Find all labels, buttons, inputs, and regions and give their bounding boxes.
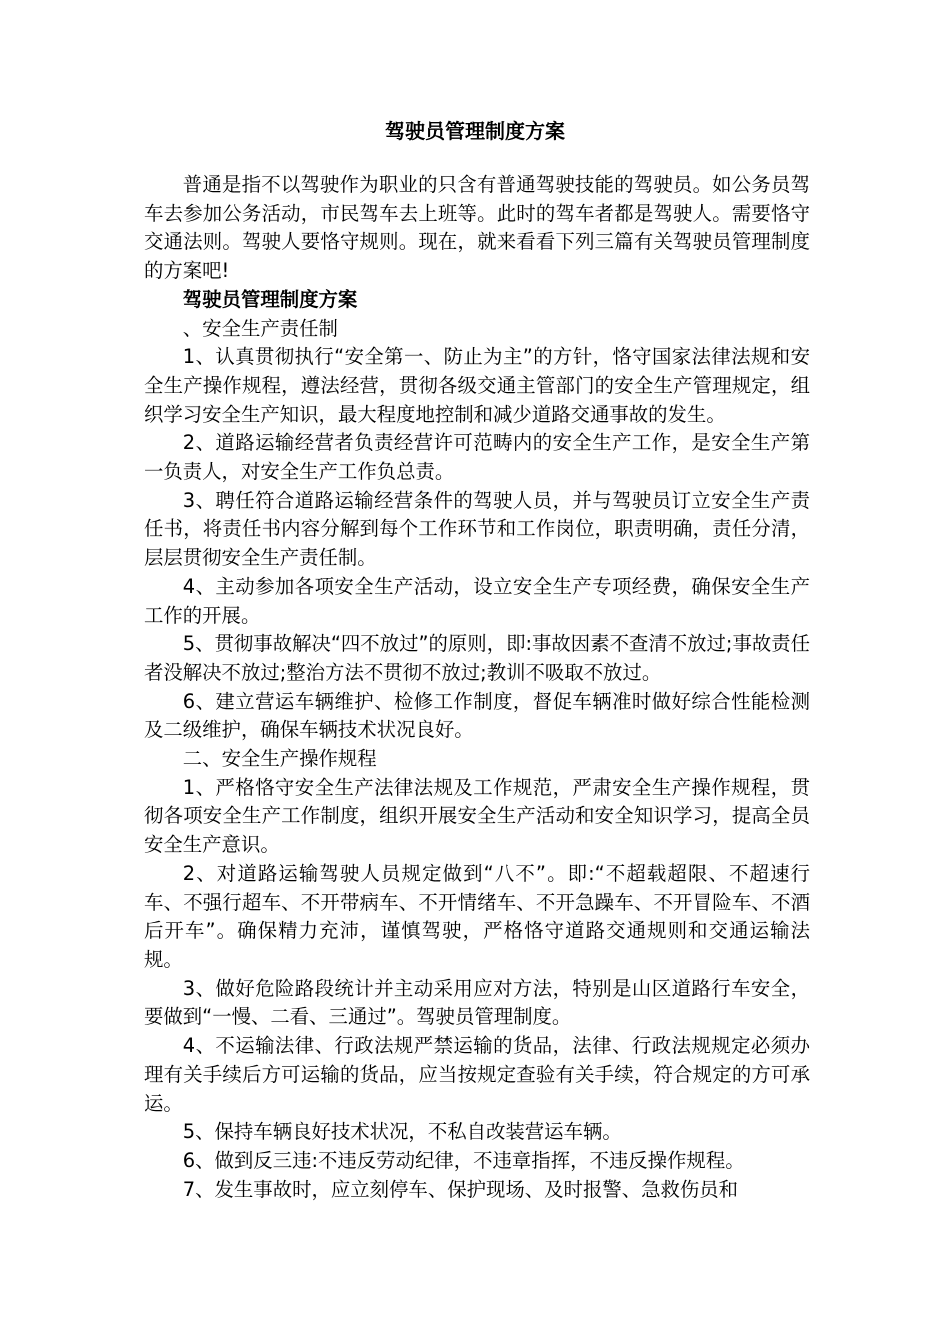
body-paragraph: 5、贯彻事故解决“四不放过”的原则，即:事故因素不查清不放过;事故责任者没解决不放过;整治方法不贯彻不放过;教训不吸取不放过。 (144, 632, 811, 684)
document-body (144, 171, 810, 1204)
body-paragraph: 2、对道路运输驾驶人员规定做到“八不”。即:“不超载超限、不超速行车、不强行超车、不开带病车、不开情绪车、不开急躁车、不开冒险车、不酒后开车”。确保精力充沛，谨慎驾驶，严格恪守道路交通规则和交通运输法规。 (144, 861, 810, 971)
body-paragraph: 6、做到反三违:不违反劳动纪律，不违章指挥，不违反操作规程。 (182, 1148, 745, 1172)
body-paragraph: 4、主动参加各项安全生产活动，设立安全生产专项经费，确保安全生产工作的开展。 (144, 574, 810, 627)
section-heading: 驾驶员管理制度方案 (182, 287, 358, 311)
document-title: 驾驶员管理制度方案 (385, 119, 565, 143)
body-paragraph: 1、认真贯彻执行“安全第一、防止为主”的方针，恪守国家法律法规和安全生产操作规程，遵法经营，贯彻各级交通主管部门的安全生产管理规定，组织学习安全生产知识，最大程度地控制和减少道路交通事故的发生。 (144, 345, 810, 426)
body-paragraph: 3、做好危险路段统计并主动采用应对方法，特别是山区道路行车安全，要做到“一慢、二看、三通过”。驾驶员管理制度。 (144, 976, 810, 1029)
body-paragraph: 、安全生产责任制 (182, 316, 338, 340)
body-paragraph: 6、建立营运车辆维护、检修工作制度，督促车辆准时做好综合性能检测及二级维护，确保车辆技术状况良好。 (144, 689, 810, 742)
body-paragraph: 二、安全生产操作规程 (182, 747, 377, 771)
body-paragraph: 5、保持车辆良好技术状况，不私自改装营运车辆。 (182, 1120, 622, 1144)
body-paragraph: 普通是指不以驾驶作为职业的只含有普通驾驶技能的驾驶员。如公务员驾车去参加公务活动，市民驾车去上班等。此时的驾车者都是驾驶人。需要恪守交通法则。驾驶人要恪守规则。现在，就来看看下列三篇有关驾驶员管理制度的方案吧! (144, 173, 810, 283)
body-paragraph: 1、严格恪守安全生产法律法规及工作规范，严肃安全生产操作规程，贯彻各项安全生产工作制度，组织开展安全生产活动和安全知识学习，提高全员安全生产意识。 (144, 775, 810, 857)
body-paragraph: 2、道路运输经营者负责经营许可范畴内的安全生产工作，是安全生产第一负责人，对安全生产工作负总责。 (144, 431, 810, 484)
body-paragraph: 4、不运输法律、行政法规严禁运输的货品，法律、行政法规规定必须办理有关手续后方可运输的货品，应当按规定查验有关手续，符合规定的方可承运。 (144, 1034, 810, 1115)
body-paragraph: 7、发生事故时，应立刻停车、保护现场、及时报警、急救伤员和 (182, 1177, 739, 1201)
body-paragraph: 3、聘任符合道路运输经营条件的驾驶人员，并与驾驶员订立安全生产责任书，将责任书内容分解到每个工作环节和工作岗位，职责明确，责任分清，层层贯彻安全生产责任制。 (144, 488, 810, 570)
